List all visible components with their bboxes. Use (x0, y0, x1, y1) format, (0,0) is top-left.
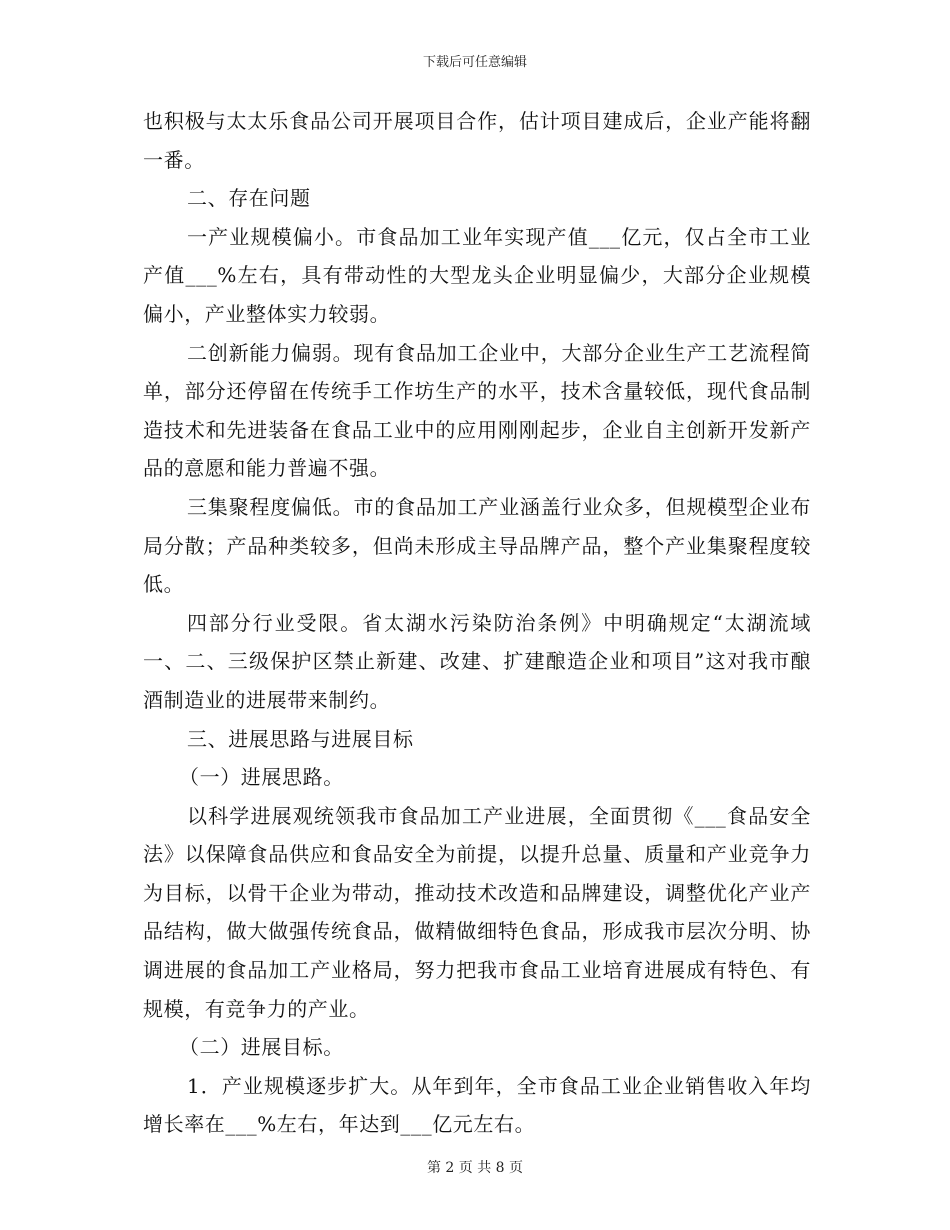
section-heading-problems: 二、存在问题 (187, 186, 311, 211)
section-heading-ideas-goals: 三、进展思路与进展目标 (187, 726, 414, 751)
paragraph-goal-1: 1．产业规模逐步扩大。从年到年，全市食品工业企业销售收入年均增长率在___%左右，年达到___亿元左右。 (143, 1073, 811, 1137)
paragraph-innovation: 二创新能力偏弱。现有食品加工企业中，大部分企业生产工艺流程简单，部分还停留在传统手工作坊生产的水平，技术含量较低，现代食品制造技术和先进装备在食品工业中的应用刚刚起步，企业自主创新开发新产品的意愿和能力普遍不强。 (143, 340, 811, 481)
paragraph-continuation: 也积极与太太乐食品公司开展项目合作，估计项目建成后，企业产能将翻一番。 (143, 109, 811, 172)
document-body (143, 102, 811, 1144)
subheading-ideas: （一）进展思路。 (179, 765, 344, 790)
paragraph-ideas: 以科学进展观统领我市食品加工产业进展，全面贯彻《___食品安全法》以保障食品供应和食品安全为前提，以提升总量、质量和产业竞争力为目标，以骨干企业为带动，推动技术改造和品牌建设，调整优化产业产品结构，做大做强传统食品，做精做细特色食品，形成我市层次分明、协调进展的食品加工产业格局，努力把我市食品工业培育进展成有特色、有规模，有竞争力的产业。 (143, 803, 811, 1021)
paragraph-clustering: 三集聚程度偏低。市的食品加工产业涵盖行业众多，但规模型企业布局分散；产品种类较多，但尚未形成主导品牌产品，整个产业集聚程度较低。 (143, 494, 811, 597)
paragraph-restriction: 四部分行业受限。省太湖水污染防治条例》中明确规定“太湖流域一、二、三级保护区禁止新建、改建、扩建酿造企业和项目”这对我市酿酒制造业的进展带来制约。 (143, 610, 811, 712)
page-footer: 第 2 页 共 8 页 (426, 1160, 524, 1176)
subheading-goals: （二）进展目标。 (179, 1035, 344, 1060)
page-header: 下载后可任意编辑 (422, 55, 527, 70)
paragraph-scale: 一产业规模偏小。市食品加工业年实现产值___亿元，仅占全市工业产值___%左右，具有带动性的大型龙头企业明显偏少，大部分企业规模偏小，产业整体实力较弱。 (143, 224, 811, 326)
